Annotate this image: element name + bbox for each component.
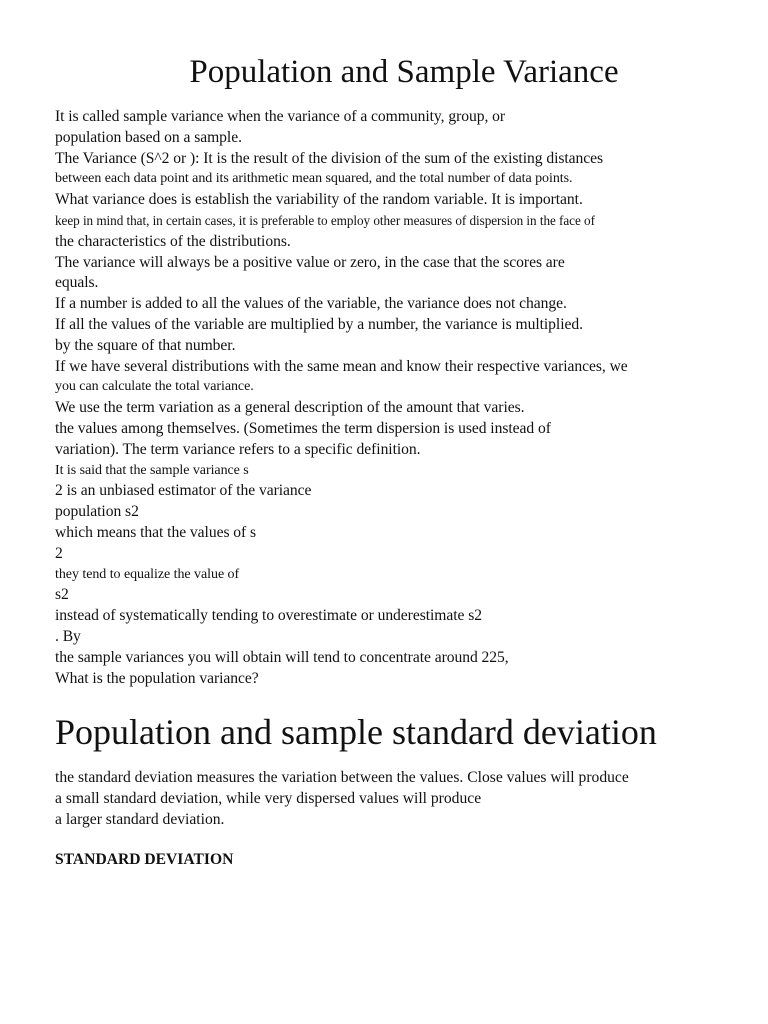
text-line: 2 is an unbiased estimator of the variance bbox=[55, 482, 312, 500]
text-line: s2 bbox=[55, 586, 69, 604]
text-line: It is called sample variance when the variance of a community, group, or bbox=[55, 108, 506, 125]
text-line: 2 bbox=[55, 544, 63, 562]
page-title: Population and Sample Variance bbox=[189, 54, 619, 90]
text-line: equals. bbox=[55, 274, 99, 292]
text-line: a larger standard deviation. bbox=[55, 811, 225, 828]
text-line: by the square of that number. bbox=[55, 336, 236, 354]
text-line: the values among themselves. (Sometimes the term dispersion is used instead of bbox=[55, 419, 551, 437]
text-line: instead of systematically tending to overestimate or underestimate s2 bbox=[55, 607, 482, 625]
text-line: population based on a sample. bbox=[55, 128, 242, 146]
text-line: The Variance (S^2 or ): It is the result of the division of the sum of the existing distances bbox=[55, 149, 604, 167]
standard-deviation-paragraph bbox=[55, 767, 735, 830]
text-line: the sample variances you will obtain will tend to concentrate around 225, bbox=[55, 648, 509, 666]
text-line: . By bbox=[55, 627, 81, 645]
text-line: It is said that the sample variance s bbox=[55, 462, 249, 478]
text-line: the characteristics of the distributions. bbox=[55, 232, 291, 250]
text-line: The variance will always be a positive value or zero, in the case that the scores are bbox=[55, 253, 565, 271]
text-line: they tend to equalize the value of bbox=[55, 566, 240, 582]
text-line: What variance does is establish the variability of the random variable. It is important. bbox=[55, 191, 583, 209]
text-line: you can calculate the total variance. bbox=[55, 379, 254, 395]
text-line: If a number is added to all the values of the variable, the variance does not change. bbox=[55, 295, 567, 313]
section-heading-standard-deviation: Population and sample standard deviation bbox=[55, 712, 657, 752]
text-line: What is the population variance? bbox=[55, 669, 259, 687]
text-line: If all the values of the variable are multiplied by a number, the variance is multiplied. bbox=[55, 315, 583, 333]
text-line: keep in mind that, in certain cases, it is preferable to employ other measures of dispersion in the face of bbox=[55, 212, 595, 228]
text-line: which means that the values of s bbox=[55, 523, 257, 541]
variance-paragraph bbox=[55, 107, 735, 689]
text-line: a small standard deviation, while very dispersed values will produce bbox=[55, 790, 482, 807]
text-line: the standard deviation measures the variation between the values. Close values will produce bbox=[55, 769, 629, 786]
text-line: We use the term variation as a general description of the amount that varies. bbox=[55, 399, 525, 417]
text-line: variation). The term variance refers to a specific definition. bbox=[55, 440, 421, 458]
text-line: population s2 bbox=[55, 503, 139, 521]
subheading-standard-deviation: STANDARD DEVIATION bbox=[55, 851, 234, 868]
text-line: If we have several distributions with the same mean and know their respective variances, we bbox=[55, 357, 628, 375]
text-line: between each data point and its arithmetic mean squared, and the total number of data points. bbox=[55, 171, 573, 187]
